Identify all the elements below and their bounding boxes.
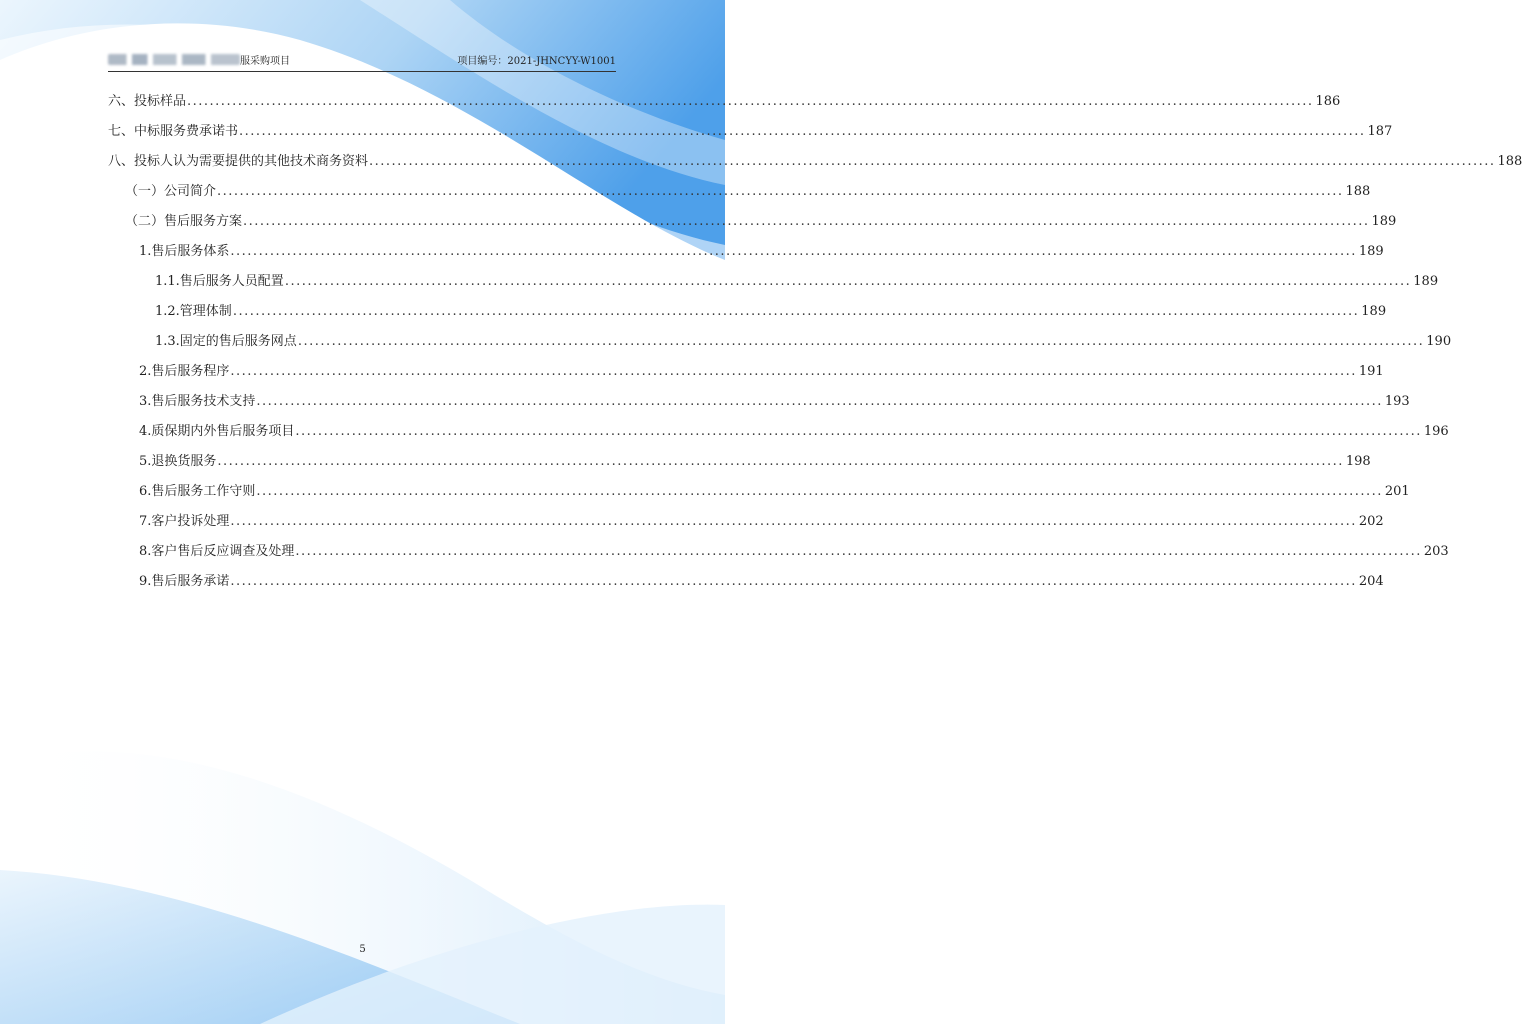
- toc-leader-dots: ........................................................................................................................................................................................................: [239, 124, 1366, 139]
- toc-entry-title: 1.售后服务体系: [139, 244, 230, 259]
- toc-entry-page: 204: [1358, 574, 1384, 589]
- toc-entry[interactable]: [139, 450, 1371, 474]
- toc-entry-page: 190: [1426, 334, 1452, 349]
- toc-entry-page: 193: [1384, 394, 1410, 409]
- toc-leader-dots: ........................................................................................................................................................................................................: [217, 454, 1344, 469]
- toc-entry-title: 7.客户投诉处理: [139, 514, 230, 529]
- toc-entry[interactable]: [139, 570, 1384, 594]
- toc-entry-title: 六、投标样品: [108, 94, 187, 109]
- toc-leader-dots: ........................................................................................................................................................................................................: [284, 274, 1412, 289]
- toc-entry-page: 202: [1358, 514, 1384, 529]
- toc-entry-page: 188: [1345, 184, 1371, 199]
- toc-leader-dots: ........................................................................................................................................................................................................: [256, 484, 1383, 499]
- header-project-name: [108, 52, 290, 67]
- toc-entry-title: 八、投标人认为需要提供的其他技术商务资料: [108, 154, 369, 169]
- toc-entry-page: 191: [1358, 364, 1384, 379]
- toc-entry-page: 201: [1384, 484, 1410, 499]
- toc-entry-page: 198: [1345, 454, 1371, 469]
- toc-entry[interactable]: [108, 150, 1522, 174]
- toc-leader-dots: ........................................................................................................................................................................................................: [295, 424, 1422, 439]
- toc-entry-title: 2.售后服务程序: [139, 364, 230, 379]
- toc-leader-dots: ........................................................................................................................................................................................................: [256, 394, 1383, 409]
- toc-leader-dots: ........................................................................................................................................................................................................: [230, 574, 1357, 589]
- toc-leader-dots: ........................................................................................................................................................................................................: [187, 94, 1314, 109]
- header-divider: [108, 71, 616, 72]
- toc-entry[interactable]: [108, 90, 1341, 114]
- toc-entry-title: 1.3.固定的售后服务网点: [155, 334, 297, 349]
- toc-entry[interactable]: [139, 510, 1384, 534]
- toc-entry[interactable]: [155, 300, 1387, 324]
- header-left-text: 服采购项目: [240, 56, 290, 67]
- toc-leader-dots: ........................................................................................................................................................................................................: [297, 334, 1425, 349]
- toc-entry[interactable]: [139, 420, 1449, 444]
- toc-entry-page: 187: [1367, 124, 1393, 139]
- toc-leader-dots: ........................................................................................................................................................................................................: [369, 154, 1496, 169]
- header-project-number: 项目编号：2021-JHNCYY-W1001: [457, 56, 616, 67]
- toc-entry[interactable]: [139, 360, 1384, 384]
- toc-entry-title: 1.2.管理体制: [155, 304, 232, 319]
- toc-entry[interactable]: [139, 480, 1410, 504]
- toc-entry-title: 3.售后服务技术支持: [139, 394, 256, 409]
- toc-leader-dots: ........................................................................................................................................................................................................: [217, 184, 1344, 199]
- toc-entry-page: 189: [1413, 274, 1439, 289]
- toc-entry-title: 5.退换货服务: [139, 454, 217, 469]
- toc-entry[interactable]: [125, 210, 1397, 234]
- toc-entry-title: 七、中标服务费承诺书: [108, 124, 239, 139]
- toc-entry-page: 186: [1315, 94, 1341, 109]
- toc-entry-page: 203: [1423, 544, 1449, 559]
- toc-entry[interactable]: [155, 270, 1439, 294]
- page-number: 5: [359, 944, 366, 955]
- toc-entry-title: 4.质保期内外售后服务项目: [139, 424, 295, 439]
- toc-entry[interactable]: [108, 120, 1393, 144]
- toc-entry[interactable]: [125, 180, 1371, 204]
- toc-entry-page: 189: [1358, 244, 1384, 259]
- toc-leader-dots: ........................................................................................................................................................................................................: [243, 214, 1370, 229]
- toc-entry-page: 188: [1497, 154, 1522, 169]
- toc-leader-dots: ........................................................................................................................................................................................................: [230, 244, 1357, 259]
- toc-entry[interactable]: [139, 240, 1384, 264]
- toc-leader-dots: ........................................................................................................................................................................................................: [232, 304, 1360, 319]
- redacted-text: [108, 54, 240, 65]
- toc-entry-title: （一）公司简介: [125, 184, 217, 199]
- toc-leader-dots: ........................................................................................................................................................................................................: [230, 364, 1357, 379]
- toc-entry-title: 1.1.售后服务人员配置: [155, 274, 284, 289]
- toc-entry-page: 196: [1423, 424, 1449, 439]
- toc-leader-dots: ........................................................................................................................................................................................................: [295, 544, 1422, 559]
- page-header: [108, 50, 616, 72]
- toc-entry[interactable]: [139, 540, 1449, 564]
- toc-entry-title: 6.售后服务工作守则: [139, 484, 256, 499]
- toc-entry-page: 189: [1361, 304, 1387, 319]
- toc-entry[interactable]: [155, 330, 1452, 354]
- toc-entry-page: 189: [1371, 214, 1397, 229]
- toc-leader-dots: ........................................................................................................................................................................................................: [230, 514, 1357, 529]
- toc-entry-title: （二）售后服务方案: [125, 214, 243, 229]
- toc-entry[interactable]: [139, 390, 1410, 414]
- toc-entry-title: 8.客户售后反应调查及处理: [139, 544, 295, 559]
- toc-entry-title: 9.售后服务承诺: [139, 574, 230, 589]
